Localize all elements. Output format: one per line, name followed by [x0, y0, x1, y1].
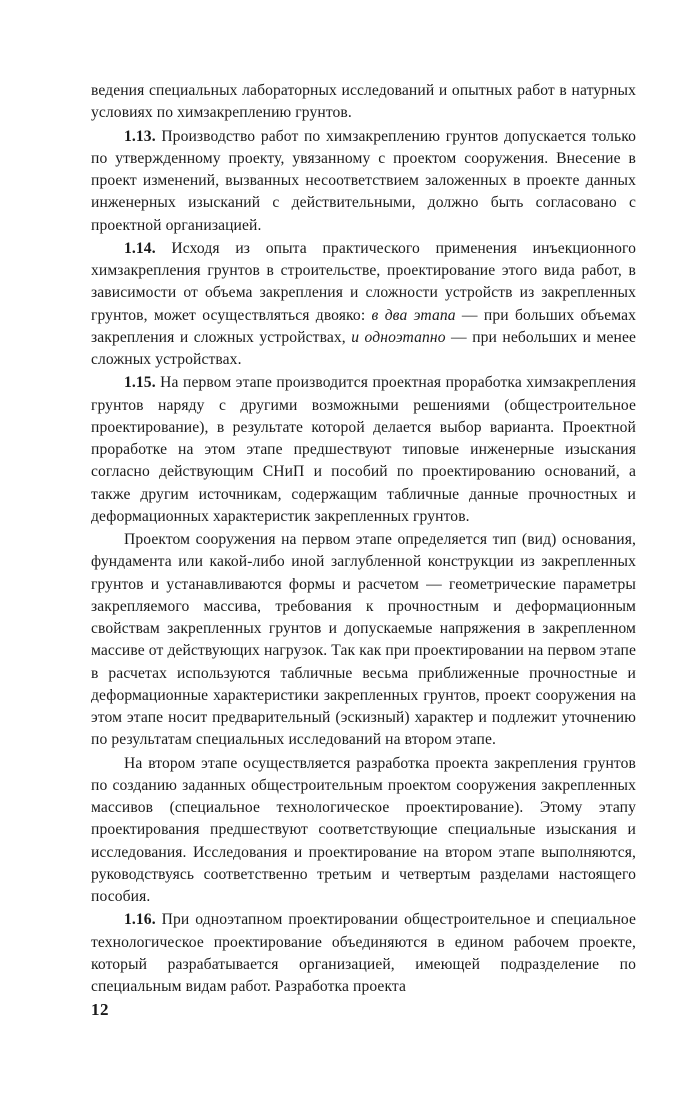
paragraph-text: ведения специальных лабораторных исследований и опытных работ в натурных условиях по химзакреплению грунтов.	[91, 82, 636, 122]
paragraph-text: Проектом сооружения на первом этапе определяется тип (вид) основания, фундамента или какой-либо иной заглубленной конструкции из закрепленных грунтов и устанавливаются формы и расчетом — геометрические параметры закрепляемого массива, требования к прочностным и деформационным свойствам закрепленных грунтов и допускаемые напряжения в закрепленном массиве от действующих нагрузок. Так как при проектировании на первом этапе в расчетах используются табличные весьма приближенные прочностные и деформационные характеристики закрепленных грунтов, проект сооружения на этом этапе носит предварительный (эскизный) характер и подлежит уточнению по результатам специальных исследований на втором этапе.	[91, 531, 636, 749]
clause-text: Производство работ по химзакреплению грунтов допускается только по утвержденному проекту, увязанному с проектом сооружения. Внесение в проект изменений, вызванных несоответствием заложенных в проекте данных инженерных изысканий с действительными, должно быть согласовано с проектной организацией.	[91, 127, 637, 234]
clause-number: 1.14.	[124, 239, 156, 257]
clause-1-14	[91, 238, 636, 372]
paragraph-continuation	[91, 80, 636, 125]
clause-text: При одноэтапном проектировании общестроительное и специальное технологическое проектирование объединяются в едином рабочем проекте, который разрабатывается организацией, имеющей подразделение по специальным видам работ. Разработка проекта	[91, 911, 636, 995]
clause-text: Исходя из опыта практического применения инъекционного химзакрепления грунтов в строительстве, проектирование этого вида работ, в зависимости от объема закрепления и сложности устройств из закрепленных грунтов, может осуществляться двояко:	[91, 239, 637, 324]
page-number: 12	[91, 1000, 109, 1019]
clause-text: На первом этапе производится проектная проработка химзакрепления грунтов наряду с другими возможными решениями (общестроительное проектирование), в результате которой делается выбор варианта. Проектной проработке на этом этапе предшествуют типовые инженерные изыскания согласно действующим СНиП и пособий по проектированию оснований, а также другим источникам, содержащим табличные данные прочностных и деформационных характеристик закрепленных грунтов.	[91, 374, 637, 525]
clause-1-15	[91, 372, 636, 528]
clause-1-16	[91, 909, 636, 998]
paragraph-first-stage-project	[91, 529, 636, 752]
emphasis-two-stage: в два этапа	[371, 306, 456, 324]
emphasis-one-stage: и одноэтапно	[351, 328, 446, 346]
clause-1-13	[91, 126, 636, 237]
clause-number: 1.16.	[124, 911, 156, 929]
clause-number: 1.15.	[124, 374, 156, 392]
clause-text-end: — при небольших и менее сложных устройствах.	[91, 328, 636, 368]
body-text	[91, 80, 636, 998]
paragraph-text: На втором этапе осуществляется разработка проекта закрепления грунтов по созданию заданных общестроительным проектом сооружения закрепленных массивов (специальное технологическое проектирование). Этому этапу проектирования предшествуют соответствующие специальные изыскания и исследования. Исследования и проектирование на втором этапе выполняются, руководствуясь соответственно третьим и четвертым разделами настоящего пособия.	[91, 754, 636, 905]
clause-text-middle: — при больших объемах закрепления и сложных устройствах,	[91, 306, 637, 346]
clause-number: 1.13.	[124, 127, 156, 145]
paragraph-second-stage	[91, 753, 636, 909]
